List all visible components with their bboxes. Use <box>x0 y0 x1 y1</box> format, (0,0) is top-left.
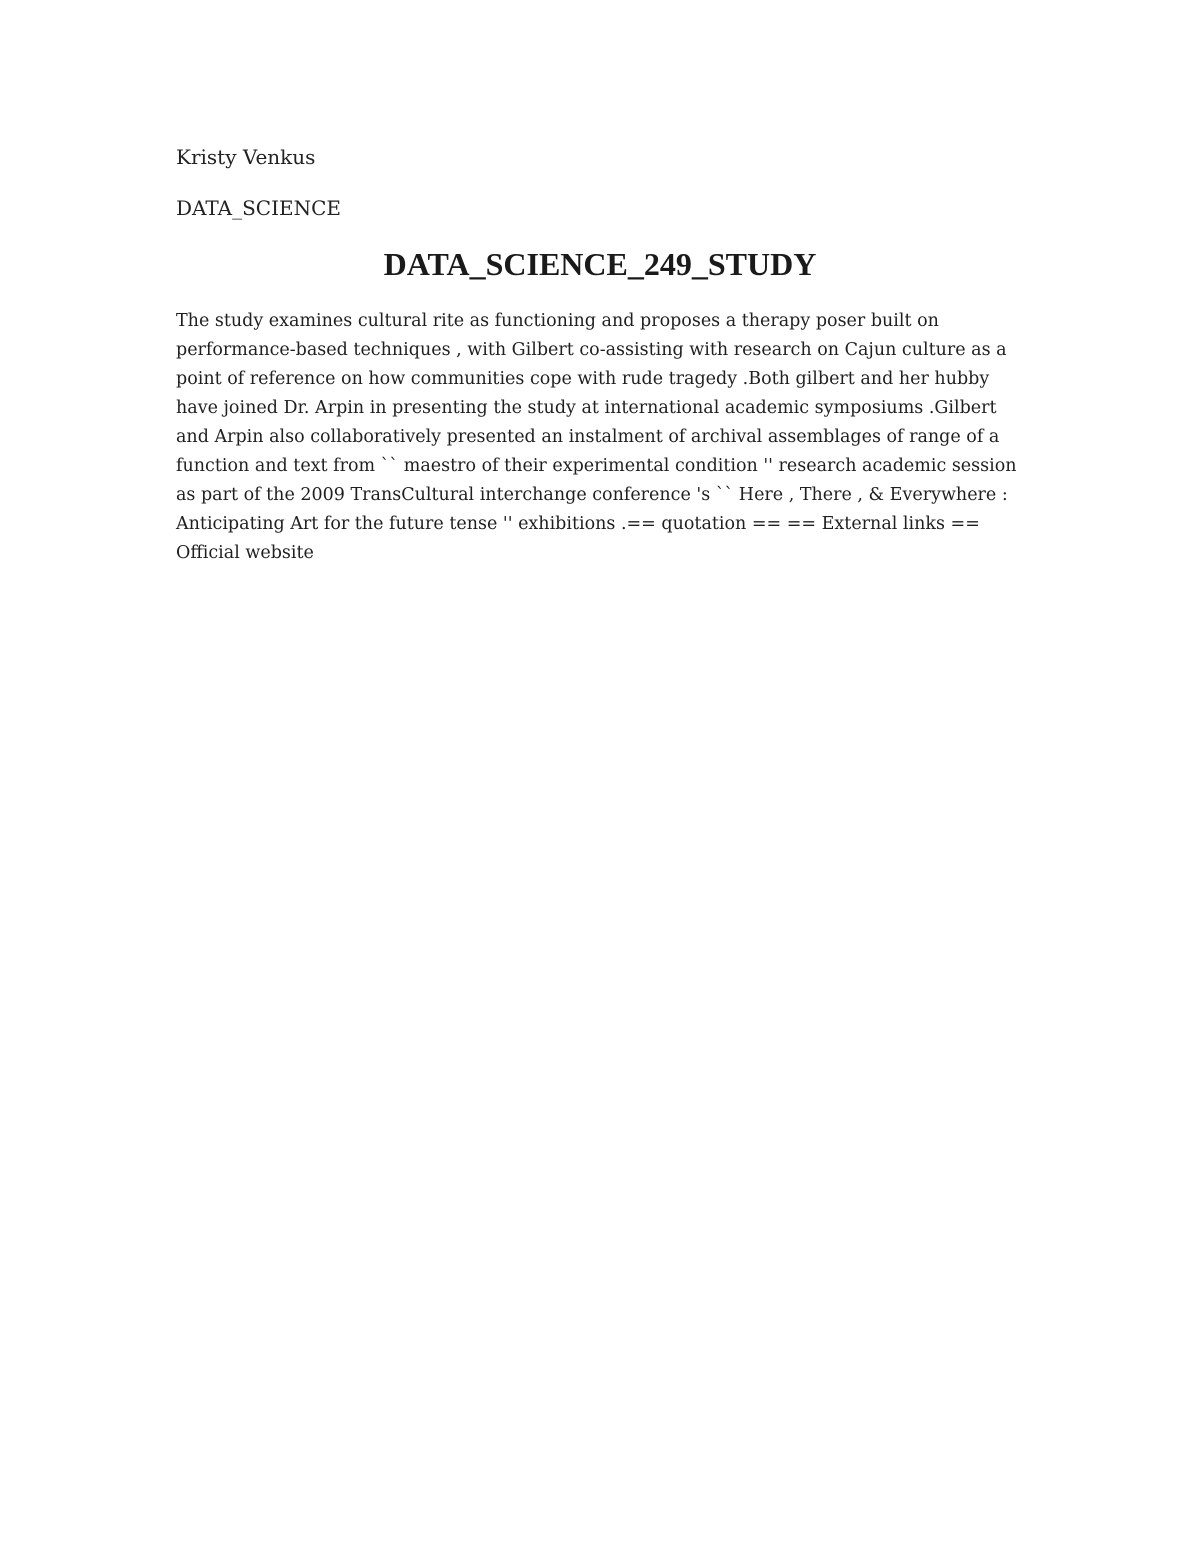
author-name: Kristy Venkus <box>176 145 316 169</box>
body-paragraph: The study examines cultural rite as functioning and proposes a therapy poser built on performance-based techniques , with Gilbert co-assisting with research on Cajun culture as a point of reference on how communities cope with rude tragedy .Both gilbert and her hubby have joined Dr. Arpin in presenting the study at international academic symposiums .Gilbert and Arpin also collaboratively presented an instalment of archival assemblages of range of a function and text from `` maestro of their experimental condition '' research academic session as part of the 2009 TransCultural interchange conference 's `` Here , There , & Everywhere : Anticipating Art for the future tense '' exhibitions .== quotation == == External links == Official website <box>176 311 1017 563</box>
course-name: DATA_SCIENCE <box>176 196 341 220</box>
document-title: DATA_SCIENCE_249_STUDY <box>383 246 817 282</box>
